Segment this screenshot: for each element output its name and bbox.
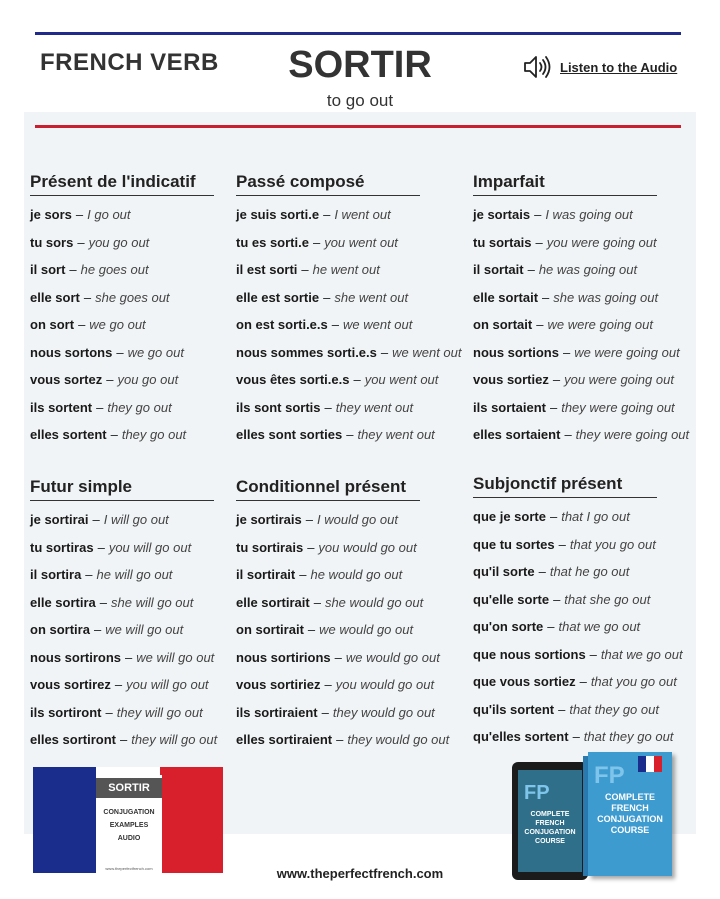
book-title-line: CONJUGATION xyxy=(597,814,663,824)
separator-dash: – xyxy=(552,372,561,387)
french-form: elle sort xyxy=(30,289,80,305)
listen-audio-link[interactable] xyxy=(522,54,677,80)
tablet-screen xyxy=(518,770,582,872)
separator-dash: – xyxy=(321,704,329,720)
french-form: il sortira xyxy=(30,567,82,582)
book-title-line: COMPLETE xyxy=(530,811,570,818)
english-translation: we go out xyxy=(127,344,184,360)
french-form: je sortirais xyxy=(236,512,302,527)
separator-dash: – xyxy=(527,262,535,277)
conjugation-row xyxy=(236,671,449,699)
separator-dash: – xyxy=(324,399,332,415)
english-translation: that they go out xyxy=(583,729,674,744)
english-translation: we would go out xyxy=(345,649,440,665)
french-form: que tu sortes xyxy=(473,536,555,552)
english-translation: she goes out xyxy=(95,289,170,305)
separator-dash: – xyxy=(301,262,309,277)
tense-title: Imparfait xyxy=(473,172,657,196)
french-form: il est sorti xyxy=(236,262,298,277)
english-translation: they go out xyxy=(121,427,187,442)
conjugation-row xyxy=(473,366,689,394)
french-form: vous sortez xyxy=(30,372,103,387)
french-form: vous êtes sorti.e.s xyxy=(236,372,350,387)
french-form: je sortirai xyxy=(30,512,89,527)
conjugation-row xyxy=(30,644,217,672)
english-translation: that she go out xyxy=(564,591,651,607)
flag-card-line: AUDIO xyxy=(117,835,141,842)
english-translation: you were going out xyxy=(546,234,657,250)
english-translation: we went out xyxy=(392,344,462,360)
english-translation: that I go out xyxy=(561,509,630,524)
english-translation: they went out xyxy=(335,399,414,415)
french-form: ils sortaient xyxy=(473,399,546,415)
english-translation: he would go out xyxy=(310,567,403,582)
conjugation-row xyxy=(236,699,449,727)
flag-card-url: www.theperfectfrench.com xyxy=(105,866,153,871)
french-form: il sortait xyxy=(473,262,524,277)
conjugation-row xyxy=(30,201,214,229)
french-form: qu'elles sortent xyxy=(473,729,569,744)
french-form: vous sortirez xyxy=(30,677,111,692)
english-translation: they would go out xyxy=(347,732,450,747)
english-translation: I would go out xyxy=(317,512,398,527)
english-translation: they were going out xyxy=(575,427,690,442)
french-form: elles sortiront xyxy=(30,732,116,747)
conjugation-row xyxy=(236,339,462,367)
english-translation: we were going out xyxy=(547,317,653,332)
separator-dash: – xyxy=(553,591,561,607)
conjugation-list xyxy=(30,506,217,754)
french-form: nous sortions xyxy=(473,344,559,360)
french-form: nous sortirons xyxy=(30,649,122,665)
conjugation-row xyxy=(236,366,462,394)
english-translation: I will go out xyxy=(103,512,169,527)
english-translation: he goes out xyxy=(80,262,149,277)
english-translation: you go out xyxy=(88,234,150,250)
tense-passe-compose xyxy=(236,172,462,449)
french-form: tu sors xyxy=(30,234,74,250)
french-form: il sortirait xyxy=(236,567,296,582)
book-title-line: COMPLETE xyxy=(604,792,655,802)
conjugation-row xyxy=(236,256,462,284)
separator-dash: – xyxy=(116,344,124,360)
separator-dash: – xyxy=(307,622,316,637)
french-form: elles sortiraient xyxy=(236,732,333,747)
french-form: elle sortira xyxy=(30,594,96,610)
english-translation: we will go out xyxy=(136,649,215,665)
english-translation: that we go out xyxy=(558,619,641,634)
conjugation-row xyxy=(30,534,217,562)
french-form: vous sortiriez xyxy=(236,677,321,692)
conjugation-row xyxy=(30,229,214,257)
english-translation: that you go out xyxy=(569,536,656,552)
separator-dash: – xyxy=(77,234,85,250)
conjugation-row xyxy=(30,616,217,644)
separator-dash: – xyxy=(323,289,331,305)
french-form: on sort xyxy=(30,317,75,332)
conjugation-row xyxy=(236,394,462,422)
conjugation-row xyxy=(473,696,683,724)
conjugation-row xyxy=(30,394,214,422)
english-translation: you would go out xyxy=(318,539,417,555)
separator-dash: – xyxy=(572,729,580,744)
separator-dash: – xyxy=(558,701,566,717)
english-translation: we go out xyxy=(89,317,146,332)
french-form: ils sont sortis xyxy=(236,399,321,415)
separator-dash: – xyxy=(305,512,313,527)
conjugation-row xyxy=(473,394,689,422)
french-form: qu'il sorte xyxy=(473,564,535,579)
tense-title: Subjonctif présent xyxy=(473,474,657,498)
conjugation-row xyxy=(30,726,217,754)
conjugation-list xyxy=(473,201,689,449)
english-translation: she went out xyxy=(334,289,409,305)
conjugation-row xyxy=(30,339,214,367)
conjugation-row xyxy=(473,723,683,751)
separator-dash: – xyxy=(558,536,566,552)
tense-title: Conditionnel présent xyxy=(236,477,420,501)
english-translation: they would go out xyxy=(332,704,435,720)
english-translation: she will go out xyxy=(111,594,194,610)
french-form: qu'on sorte xyxy=(473,619,544,634)
conjugation-row xyxy=(473,668,683,696)
english-translation: we went out xyxy=(342,317,413,332)
conjugation-row xyxy=(236,616,449,644)
flag-card-lines xyxy=(96,806,162,845)
book-logo: FP xyxy=(524,782,550,804)
english-translation: you will go out xyxy=(108,539,192,555)
english-translation: you would go out xyxy=(335,677,435,692)
separator-dash: – xyxy=(336,732,344,747)
french-form: on est sorti.e.s xyxy=(236,317,328,332)
conjugation-row xyxy=(236,421,462,449)
french-form: tu sortiras xyxy=(30,539,94,555)
conjugation-row xyxy=(473,256,689,284)
separator-dash: – xyxy=(78,317,86,332)
french-form: qu'elle sorte xyxy=(473,591,550,607)
separator-dash: – xyxy=(323,207,331,222)
verb-translation: to go out xyxy=(326,91,394,110)
tense-futur-simple xyxy=(30,477,217,754)
english-translation: that he go out xyxy=(549,564,630,579)
conjugation-row xyxy=(236,284,462,312)
separator-dash: – xyxy=(69,262,77,277)
tense-title: Passé composé xyxy=(236,172,420,196)
english-translation: I go out xyxy=(87,207,131,222)
english-translation: we would go out xyxy=(319,622,414,637)
french-form: on sortait xyxy=(473,317,533,332)
conjugation-row xyxy=(236,726,449,754)
french-form: tu sortais xyxy=(473,234,532,250)
english-translation: that they go out xyxy=(569,701,659,717)
book-flag-icon xyxy=(638,756,662,772)
top-rule xyxy=(35,32,681,35)
separator-dash: – xyxy=(534,207,542,222)
tense-imparfait xyxy=(473,172,689,449)
conjugation-row xyxy=(30,366,214,394)
english-translation: they went out xyxy=(357,427,435,442)
english-translation: that you go out xyxy=(590,674,677,689)
conjugation-row xyxy=(236,506,449,534)
speaker-icon xyxy=(522,54,552,80)
separator-dash: – xyxy=(536,317,544,332)
conjugation-list xyxy=(30,201,214,449)
listen-audio-label[interactable]: Listen to the Audio xyxy=(560,59,678,75)
english-translation: you go out xyxy=(117,372,179,387)
separator-dash: – xyxy=(535,234,543,250)
tense-conditionnel xyxy=(236,477,449,754)
conjugation-row xyxy=(30,311,214,339)
english-translation: she would go out xyxy=(324,594,424,610)
conjugation-row xyxy=(473,641,683,669)
header-rule xyxy=(35,125,681,128)
book-title-line: COURSE xyxy=(610,825,650,835)
conjugation-row xyxy=(473,229,689,257)
book-title-line: CONJUGATION xyxy=(524,829,576,836)
separator-dash: – xyxy=(380,344,389,360)
french-form: tu es sorti.e xyxy=(236,234,309,250)
separator-dash: – xyxy=(331,317,339,332)
french-form: ils sortiraient xyxy=(236,704,318,720)
book-title-line: FRENCH xyxy=(535,820,565,827)
conjugation-row xyxy=(30,589,217,617)
french-form: je sortais xyxy=(473,207,531,222)
conjugation-row xyxy=(473,503,683,531)
conjugation-row xyxy=(473,284,689,312)
conjugation-row xyxy=(473,586,683,614)
french-form: que je sorte xyxy=(473,509,546,524)
conjugation-row xyxy=(236,311,462,339)
french-form: elles sortaient xyxy=(473,427,561,442)
flag-card-line: CONJUGATION xyxy=(103,809,155,816)
french-form: nous sortons xyxy=(30,344,113,360)
french-form: nous sortirions xyxy=(236,649,331,665)
conjugation-row xyxy=(473,311,689,339)
category-label: FRENCH VERB xyxy=(40,49,219,76)
english-translation: they go out xyxy=(107,399,172,415)
separator-dash: – xyxy=(589,646,597,662)
english-translation: we will go out xyxy=(105,622,184,637)
english-translation: he will go out xyxy=(96,567,173,582)
english-translation: I went out xyxy=(334,207,391,222)
french-form: nous sommes sorti.e.s xyxy=(236,344,377,360)
separator-dash: – xyxy=(549,509,558,524)
tablet-book-title xyxy=(518,810,582,846)
separator-dash: – xyxy=(110,427,118,442)
book-cover xyxy=(588,752,672,876)
english-translation: they will go out xyxy=(131,732,218,747)
french-form: il sort xyxy=(30,262,66,277)
conjugation-row xyxy=(473,421,689,449)
french-form: qu'ils sortent xyxy=(473,701,555,717)
verb-title: SORTIR xyxy=(288,44,432,86)
book-logo: FP xyxy=(594,762,625,789)
conjugation-row xyxy=(236,229,462,257)
tense-present xyxy=(30,172,214,449)
english-translation: that we go out xyxy=(600,646,683,662)
conjugation-row xyxy=(236,644,449,672)
conjugation-row xyxy=(30,561,217,589)
french-form: on sortirait xyxy=(236,622,304,637)
english-translation: I was going out xyxy=(545,207,633,222)
french-form: elles sortent xyxy=(30,427,107,442)
book-title-line: FRENCH xyxy=(611,803,649,813)
english-translation: we were going out xyxy=(574,344,680,360)
french-form: elle sortirait xyxy=(236,594,310,610)
separator-dash: – xyxy=(119,732,128,747)
separator-dash: – xyxy=(93,622,102,637)
english-translation: you were going out xyxy=(564,372,674,387)
conjugation-list xyxy=(473,503,683,751)
separator-dash: – xyxy=(299,567,307,582)
english-translation: you went out xyxy=(364,372,439,387)
separator-dash: – xyxy=(85,567,93,582)
french-form: que nous sortions xyxy=(473,646,586,662)
separator-dash: – xyxy=(334,649,342,665)
conjugation-row xyxy=(236,201,462,229)
english-translation: they will go out xyxy=(116,704,203,720)
english-translation: he went out xyxy=(312,262,380,277)
separator-dash: – xyxy=(346,427,354,442)
separator-dash: – xyxy=(106,372,114,387)
separator-dash: – xyxy=(549,399,558,415)
separator-dash: – xyxy=(547,619,555,634)
english-translation: she was going out xyxy=(553,289,659,305)
separator-dash: – xyxy=(83,289,92,305)
separator-dash: – xyxy=(312,234,321,250)
conjugation-row xyxy=(473,613,683,641)
separator-dash: – xyxy=(125,649,133,665)
separator-dash: – xyxy=(324,677,332,692)
french-form: que vous sortiez xyxy=(473,674,576,689)
website-link[interactable]: www.theperfectfrench.com xyxy=(276,866,444,881)
tense-subjonctif xyxy=(473,474,683,751)
separator-dash: – xyxy=(538,564,546,579)
separator-dash: – xyxy=(313,594,321,610)
french-form: on sortira xyxy=(30,622,90,637)
separator-dash: – xyxy=(562,344,571,360)
conjugation-row xyxy=(473,531,683,559)
conjugation-row xyxy=(30,421,214,449)
conjugation-row xyxy=(473,339,689,367)
conjugation-row xyxy=(30,506,217,534)
separator-dash: – xyxy=(564,427,572,442)
book-title-line: COURSE xyxy=(535,838,565,845)
english-translation: they were going out xyxy=(561,399,675,415)
separator-dash: – xyxy=(97,539,105,555)
english-translation: you went out xyxy=(324,234,398,250)
conjugation-row xyxy=(236,589,449,617)
english-translation: you will go out xyxy=(126,677,209,692)
french-form: je sors xyxy=(30,207,72,222)
book-title xyxy=(588,792,672,836)
tense-title: Présent de l'indicatif xyxy=(30,172,214,196)
french-form: elles sont sorties xyxy=(236,427,343,442)
separator-dash: – xyxy=(105,704,113,720)
french-form: ils sortent xyxy=(30,399,93,415)
flag-card-line: EXAMPLES xyxy=(109,822,149,829)
separator-dash: – xyxy=(353,372,361,387)
english-translation: he was going out xyxy=(538,262,638,277)
separator-dash: – xyxy=(542,289,550,305)
conjugation-row xyxy=(473,201,689,229)
separator-dash: – xyxy=(114,677,123,692)
separator-dash: – xyxy=(99,594,107,610)
separator-dash: – xyxy=(92,512,100,527)
separator-dash: – xyxy=(579,674,587,689)
french-form: elle est sortie xyxy=(236,289,320,305)
conjugation-row xyxy=(236,561,449,589)
french-form: elle sortait xyxy=(473,289,539,305)
conjugation-list xyxy=(236,201,462,449)
conjugation-list xyxy=(236,506,449,754)
conjugation-row xyxy=(30,699,217,727)
conjugation-row xyxy=(236,534,449,562)
french-form: je suis sorti.e xyxy=(236,207,320,222)
conjugation-row xyxy=(30,284,214,312)
french-form: tu sortirais xyxy=(236,539,304,555)
flag-card-badge: SORTIR xyxy=(96,778,162,798)
conjugation-row xyxy=(473,558,683,586)
conjugation-row xyxy=(30,256,214,284)
separator-dash: – xyxy=(96,399,104,415)
tense-title: Futur simple xyxy=(30,477,214,501)
conjugation-row xyxy=(30,671,217,699)
french-form: vous sortiez xyxy=(473,372,549,387)
separator-dash: – xyxy=(307,539,315,555)
french-form: ils sortiront xyxy=(30,704,102,720)
separator-dash: – xyxy=(75,207,84,222)
